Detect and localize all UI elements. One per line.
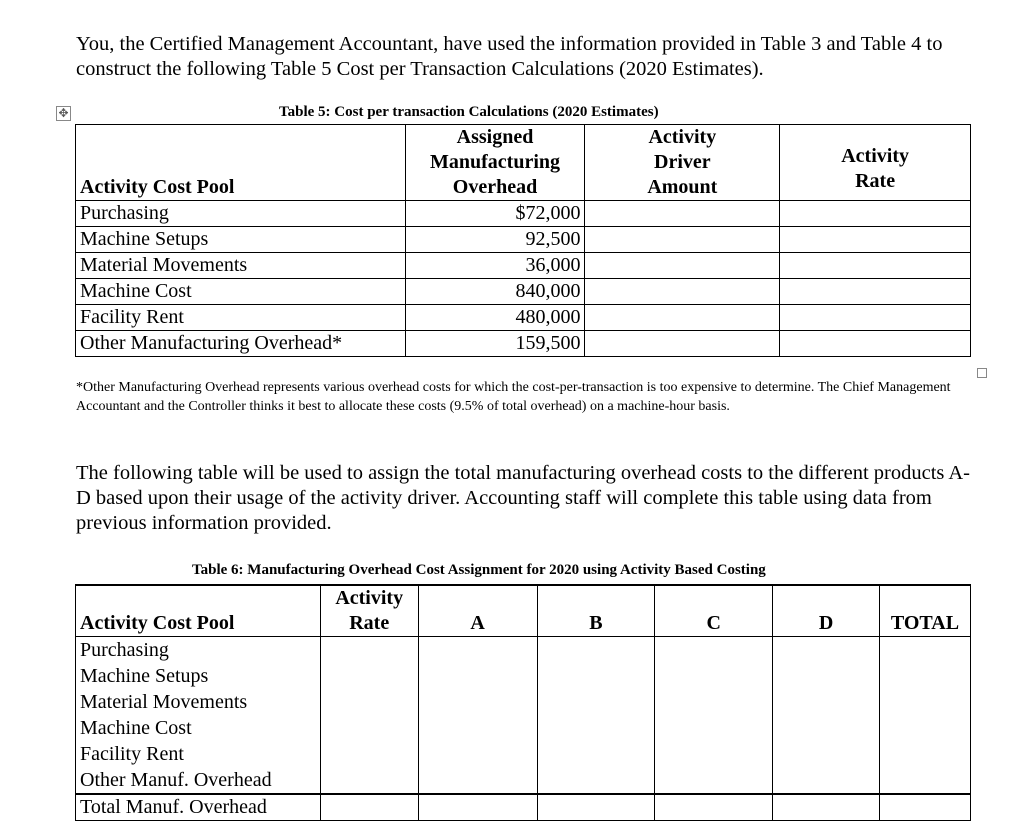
value-cell[interactable] bbox=[773, 637, 880, 664]
cost-pool-cell: Purchasing bbox=[76, 201, 406, 227]
table6 bbox=[75, 584, 971, 821]
header-d: D bbox=[773, 585, 880, 637]
value-cell[interactable] bbox=[418, 767, 537, 794]
value-cell[interactable] bbox=[879, 715, 970, 741]
value-cell[interactable] bbox=[537, 689, 655, 715]
hdr-line: Activity bbox=[335, 587, 404, 609]
header-activity-rate bbox=[780, 125, 971, 201]
assignment-paragraph: The following table will be used to assign the total manufacturing overhead costs to the different products A-D based upon their usage of the activity driver. Accounting staff will complete this table using data from previous information provided. bbox=[76, 462, 970, 534]
value-cell[interactable] bbox=[879, 663, 970, 689]
cost-pool-cell: Other Manufacturing Overhead* bbox=[76, 331, 406, 357]
value-cell[interactable] bbox=[537, 637, 655, 664]
overhead-cell: $72,000 bbox=[405, 201, 585, 227]
value-cell[interactable] bbox=[879, 767, 970, 794]
table6-caption: Table 6: Manufacturing Overhead Cost Assignment for 2020 using Activity Based Costing bbox=[192, 562, 766, 578]
cost-pool-cell: Facility Rent bbox=[76, 741, 321, 767]
table5 bbox=[75, 124, 971, 357]
cost-pool-cell: Machine Cost bbox=[76, 279, 406, 305]
table5-row bbox=[76, 331, 971, 357]
table6-row bbox=[76, 767, 971, 794]
table5-row bbox=[76, 253, 971, 279]
value-cell[interactable] bbox=[655, 689, 773, 715]
total-value-cell[interactable] bbox=[773, 794, 880, 821]
value-cell[interactable] bbox=[418, 715, 537, 741]
overhead-cell: 36,000 bbox=[405, 253, 585, 279]
hdr-line: Activity bbox=[841, 144, 909, 167]
table5-row bbox=[76, 305, 971, 331]
hdr-line: Activity bbox=[648, 126, 717, 148]
value-cell[interactable] bbox=[320, 767, 418, 794]
value-cell[interactable] bbox=[320, 663, 418, 689]
hdr-line: Assigned bbox=[456, 126, 534, 148]
value-cell[interactable] bbox=[537, 767, 655, 794]
table-resize-handle-icon[interactable] bbox=[977, 368, 987, 378]
hdr-line: Rate bbox=[855, 169, 896, 192]
driver-amount-cell[interactable] bbox=[585, 201, 780, 227]
table5-caption: Table 5: Cost per transaction Calculations (2020 Estimates) bbox=[279, 104, 659, 120]
driver-amount-cell[interactable] bbox=[585, 331, 780, 357]
value-cell[interactable] bbox=[537, 663, 655, 689]
cost-pool-cell: Machine Cost bbox=[76, 715, 321, 741]
table6-row bbox=[76, 637, 971, 664]
header-activity-driver-amount bbox=[585, 125, 780, 201]
table5-row bbox=[76, 279, 971, 305]
value-cell[interactable] bbox=[655, 767, 773, 794]
value-cell[interactable] bbox=[418, 663, 537, 689]
value-cell[interactable] bbox=[418, 741, 537, 767]
cost-pool-cell: Material Movements bbox=[76, 253, 406, 279]
driver-amount-cell[interactable] bbox=[585, 253, 780, 279]
cost-pool-cell: Facility Rent bbox=[76, 305, 406, 331]
value-cell[interactable] bbox=[773, 663, 880, 689]
cost-pool-cell: Material Movements bbox=[76, 689, 321, 715]
cost-pool-cell: Purchasing bbox=[76, 637, 321, 664]
table6-total-row bbox=[76, 794, 971, 821]
value-cell[interactable] bbox=[320, 741, 418, 767]
value-cell[interactable] bbox=[320, 637, 418, 664]
total-value-cell[interactable] bbox=[418, 794, 537, 821]
cost-pool-cell: Other Manuf. Overhead bbox=[76, 767, 321, 794]
total-value-cell[interactable] bbox=[655, 794, 773, 821]
table-move-handle-icon[interactable]: ✥ bbox=[56, 106, 71, 121]
header-b: B bbox=[537, 585, 655, 637]
hdr-line: Amount bbox=[647, 176, 718, 198]
activity-rate-cell[interactable] bbox=[780, 279, 971, 305]
value-cell[interactable] bbox=[773, 715, 880, 741]
driver-amount-cell[interactable] bbox=[585, 279, 780, 305]
hdr-line: Rate bbox=[349, 612, 390, 634]
value-cell[interactable] bbox=[655, 637, 773, 664]
cost-pool-cell: Machine Setups bbox=[76, 227, 406, 253]
value-cell[interactable] bbox=[320, 715, 418, 741]
value-cell[interactable] bbox=[879, 689, 970, 715]
header-activity-cost-pool: Activity Cost Pool bbox=[76, 585, 321, 637]
value-cell[interactable] bbox=[773, 767, 880, 794]
activity-rate-cell[interactable] bbox=[780, 305, 971, 331]
value-cell[interactable] bbox=[773, 689, 880, 715]
total-value-cell[interactable] bbox=[879, 794, 970, 821]
table5-header bbox=[76, 125, 971, 201]
driver-amount-cell[interactable] bbox=[585, 305, 780, 331]
header-activity-rate bbox=[320, 585, 418, 637]
value-cell[interactable] bbox=[418, 689, 537, 715]
header-activity-cost-pool: Activity Cost Pool bbox=[76, 125, 406, 201]
value-cell[interactable] bbox=[537, 715, 655, 741]
overhead-cell: 92,500 bbox=[405, 227, 585, 253]
total-label-cell: Total Manuf. Overhead bbox=[76, 794, 321, 821]
activity-rate-cell[interactable] bbox=[780, 201, 971, 227]
value-cell[interactable] bbox=[655, 663, 773, 689]
cost-pool-cell: Machine Setups bbox=[76, 663, 321, 689]
table5-row bbox=[76, 201, 971, 227]
value-cell[interactable] bbox=[320, 689, 418, 715]
value-cell[interactable] bbox=[537, 741, 655, 767]
header-assigned-overhead bbox=[405, 125, 585, 201]
total-value-cell[interactable] bbox=[320, 794, 418, 821]
table6-header bbox=[76, 585, 971, 637]
value-cell[interactable] bbox=[418, 637, 537, 664]
value-cell[interactable] bbox=[879, 741, 970, 767]
value-cell[interactable] bbox=[655, 715, 773, 741]
value-cell[interactable] bbox=[773, 741, 880, 767]
driver-amount-cell[interactable] bbox=[585, 227, 780, 253]
activity-rate-cell[interactable] bbox=[780, 331, 971, 357]
activity-rate-cell[interactable] bbox=[780, 253, 971, 279]
table6-row bbox=[76, 741, 971, 767]
hdr-line: Driver bbox=[654, 151, 711, 173]
activity-rate-cell[interactable] bbox=[780, 227, 971, 253]
header-total: TOTAL bbox=[879, 585, 970, 637]
value-cell[interactable] bbox=[655, 741, 773, 767]
value-cell[interactable] bbox=[879, 637, 970, 664]
overhead-cell: 840,000 bbox=[405, 279, 585, 305]
hdr-line: Manufacturing bbox=[430, 151, 561, 173]
header-a: A bbox=[418, 585, 537, 637]
table5-row bbox=[76, 227, 971, 253]
intro-paragraph: You, the Certified Management Accountant, have used the information provided in Table 3 and Table 4 to construct the following Table 5 Cost per Transaction Calculations (2020 Estimates). bbox=[76, 33, 943, 80]
total-value-cell[interactable] bbox=[537, 794, 655, 821]
table6-row bbox=[76, 663, 971, 689]
header-c: C bbox=[655, 585, 773, 637]
table5-footnote: *Other Manufacturing Overhead represents various overhead costs for which the cost-per-transaction is too expensive to determine. The Chief Management Accountant and the Controller thinks it best to allocate these costs (9.5% of total overhead) on a machine-hour basis. bbox=[76, 380, 951, 414]
table6-row bbox=[76, 689, 971, 715]
table6-row bbox=[76, 715, 971, 741]
overhead-cell: 480,000 bbox=[405, 305, 585, 331]
hdr-line: Overhead bbox=[452, 176, 538, 198]
overhead-cell: 159,500 bbox=[405, 331, 585, 357]
